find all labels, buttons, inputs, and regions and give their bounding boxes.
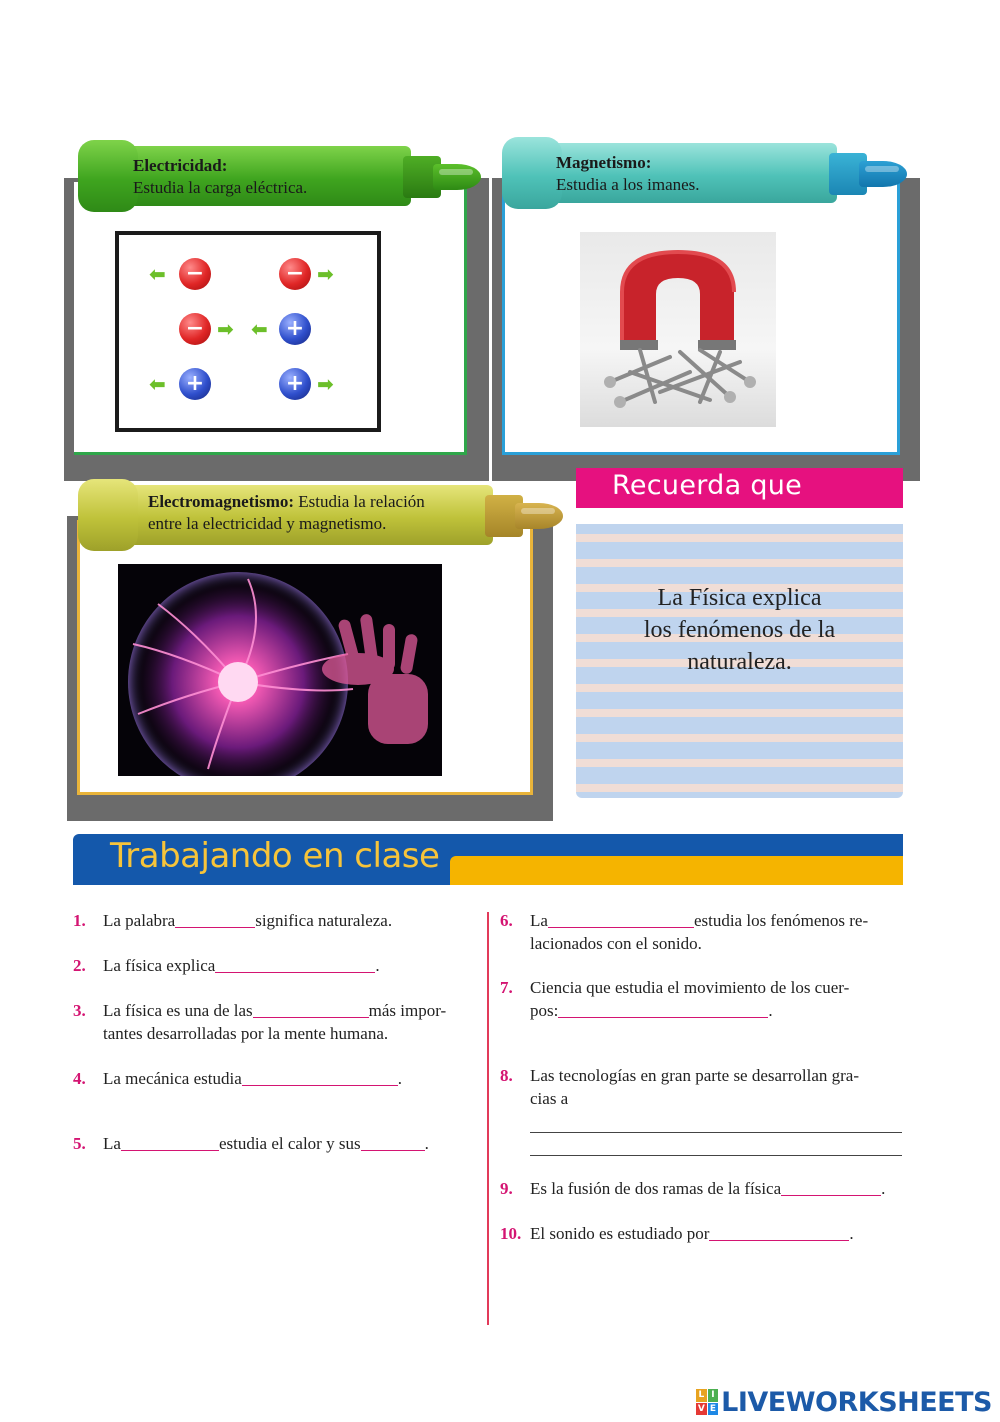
question-6	[500, 909, 905, 955]
arrow-right-icon: ➡	[317, 372, 334, 396]
question-9	[500, 1177, 905, 1200]
question-text: La mecánica estudia	[103, 1069, 242, 1088]
recuerda-box	[576, 524, 903, 798]
charges-diagram	[115, 231, 381, 432]
question-text: Es la fusión de dos ramas de la física	[530, 1179, 782, 1198]
question-number: 7.	[500, 978, 513, 997]
question-number: 6.	[500, 911, 513, 930]
logo-letter: L	[696, 1389, 707, 1402]
negative-charge-icon: −	[179, 258, 211, 290]
answer-blank[interactable]	[709, 1222, 849, 1241]
electricidad-marker	[78, 140, 481, 210]
magnetismo-desc: Estudia a los imanes.	[556, 175, 700, 194]
question-text: La física explica	[103, 956, 216, 975]
logo-letter: V	[697, 1403, 705, 1414]
trabajando-accent	[450, 856, 903, 885]
question-text: El sonido es estudiado por	[530, 1224, 710, 1243]
logo-letter: I	[708, 1389, 719, 1402]
answer-blank[interactable]	[175, 909, 255, 928]
question-text: La palabra	[103, 911, 176, 930]
answer-blank[interactable]	[361, 1132, 425, 1151]
question-number: 9.	[500, 1179, 513, 1198]
magnet-image	[580, 232, 776, 427]
answer-blank[interactable]	[548, 909, 694, 928]
question-text: cias a	[530, 1089, 569, 1108]
question-number: 5.	[73, 1134, 86, 1153]
negative-charge-icon: −	[179, 313, 211, 345]
question-text: La	[103, 1134, 121, 1153]
arrow-right-icon: ➡	[317, 262, 334, 286]
answer-blank[interactable]	[781, 1177, 881, 1196]
question-2	[73, 954, 473, 977]
question-number: 10.	[500, 1224, 522, 1243]
question-text: La	[530, 911, 548, 930]
electromagnetismo-desc-2: entre la electricidad y magnetismo.	[148, 514, 387, 533]
question-text: .	[768, 1001, 773, 1020]
question-text: pos:	[530, 1001, 559, 1020]
question-text: Ciencia que estudia el movimiento de los cuer-	[530, 978, 850, 997]
question-text: lacionados con el sonido.	[530, 934, 702, 953]
question-10	[500, 1222, 905, 1245]
question-5	[73, 1132, 473, 1155]
column-divider	[487, 912, 489, 1325]
logo-letter: E	[708, 1403, 719, 1416]
answer-line[interactable]	[530, 1133, 902, 1156]
question-text: La física es una de las	[103, 1001, 253, 1020]
question-text: estudia el calor y sus	[218, 1134, 361, 1153]
question-text: .	[397, 1069, 403, 1088]
question-number: 2.	[73, 956, 86, 975]
question-7	[500, 976, 905, 1022]
question-text: .	[375, 956, 380, 975]
trabajando-title: Trabajando en clase	[110, 836, 440, 876]
question-text: .	[849, 1224, 854, 1243]
arrow-right-icon: ➡	[217, 317, 234, 341]
arrow-left-icon: ⬅	[149, 372, 166, 396]
question-text: .	[424, 1134, 429, 1153]
question-text: estudia los fenómenos re-	[693, 911, 869, 930]
question-text: Las tecnologías en gran parte se desarrollan gra-	[530, 1066, 859, 1085]
question-8	[500, 1064, 905, 1156]
question-number: 3.	[73, 1001, 86, 1020]
positive-charge-icon: +	[279, 368, 311, 400]
recuerda-title: Recuerda que	[612, 470, 803, 501]
question-text: .	[881, 1179, 886, 1198]
answer-blank[interactable]	[215, 954, 375, 973]
arrow-left-icon: ⬅	[149, 262, 166, 286]
answer-blank[interactable]	[253, 999, 369, 1018]
question-3	[73, 999, 483, 1045]
positive-charge-icon: +	[279, 313, 311, 345]
electromagnetismo-title: Electromagnetismo:	[148, 492, 295, 511]
magnetismo-marker	[502, 137, 907, 207]
question-text: tantes desarrolladas por la mente humana.	[103, 1024, 389, 1043]
recuerda-line-2: los fenómenos de la	[643, 617, 836, 643]
question-number: 8.	[500, 1066, 513, 1085]
answer-blank[interactable]	[558, 999, 768, 1018]
logo-mark-icon	[696, 1389, 718, 1415]
magnetismo-title: Magnetismo:	[556, 153, 652, 172]
answer-blank[interactable]	[121, 1132, 219, 1151]
answer-line[interactable]	[530, 1110, 902, 1133]
electromagnetismo-desc-1: Estudia la relación	[294, 492, 425, 511]
liveworksheets-logo[interactable]	[696, 1386, 992, 1418]
plasma-ball-image	[118, 564, 442, 776]
negative-charge-icon: −	[279, 258, 311, 290]
question-number: 4.	[73, 1069, 86, 1088]
question-4	[73, 1067, 473, 1090]
electromagnetismo-marker	[78, 479, 563, 549]
recuerda-line-1: La Física explica	[657, 585, 822, 611]
answer-blank[interactable]	[242, 1067, 398, 1086]
logo-text: LIVEWORKSHEETS	[721, 1386, 992, 1418]
electricidad-desc: Estudia la carga eléctrica.	[133, 178, 308, 197]
question-1	[73, 909, 473, 932]
arrow-left-icon: ⬅	[251, 317, 268, 341]
question-text: significa naturaleza.	[255, 911, 393, 930]
positive-charge-icon: +	[179, 368, 211, 400]
electricidad-title: Electricidad:	[133, 156, 228, 175]
recuerda-line-3: naturaleza.	[687, 649, 792, 675]
question-number: 1.	[73, 911, 86, 930]
question-text: más impor-	[368, 1001, 447, 1020]
